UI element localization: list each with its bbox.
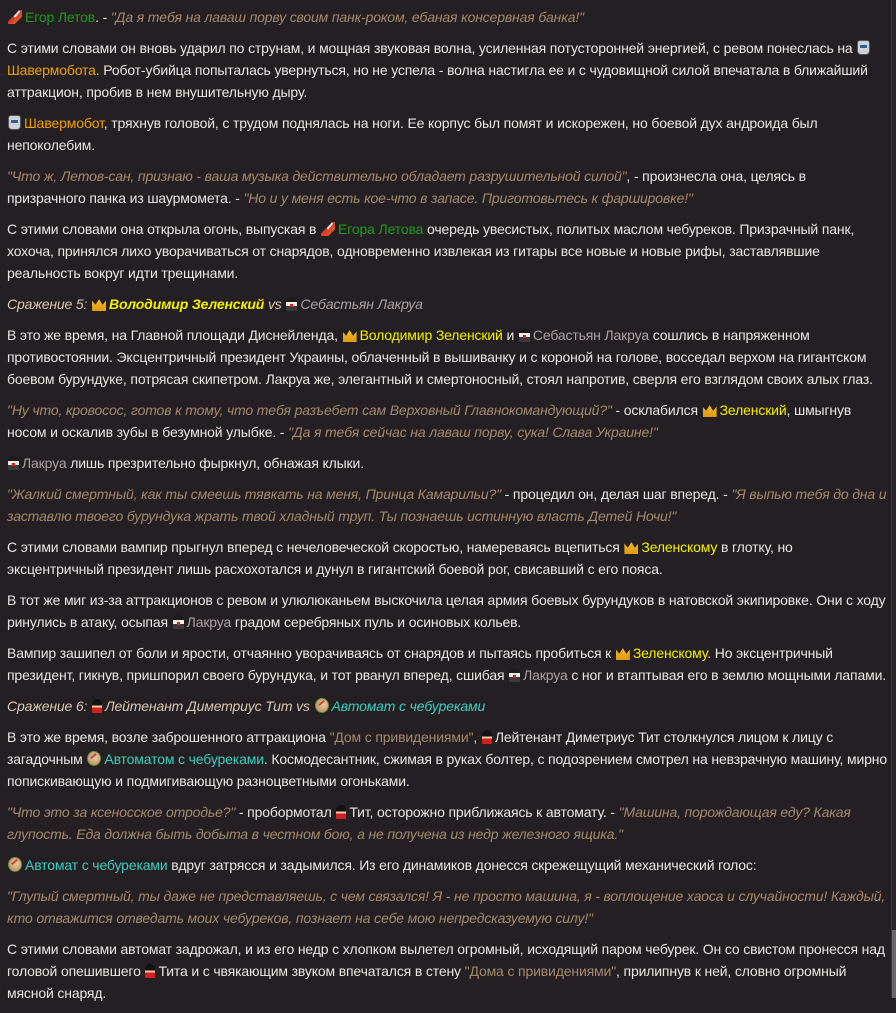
text: ,: [473, 729, 481, 745]
text: в глотку, но эксцентричный президент лишь расхохотался и дунул в гигантский боевой рог, свисавший с его пояса.: [7, 539, 793, 577]
character-name-zelensky: Зеленскому: [632, 645, 708, 661]
battle-heading-text: vs: [292, 698, 314, 714]
paragraph: [7, 801, 887, 845]
character-name-zelensky: Володимир Зеленский: [359, 327, 503, 343]
paragraph: [7, 726, 887, 792]
paragraph: [7, 483, 887, 527]
text: С этими словами она открыла огонь, выпуская в: [7, 221, 321, 237]
quote: "Жалкий смертный, как ты смеешь тявкать на меня, Принца Камарильи?": [7, 486, 501, 502]
story-document: [7, 6, 887, 1013]
guard-icon: [482, 730, 492, 744]
vampire-icon: [173, 615, 184, 629]
paragraph: [7, 399, 887, 443]
paragraph: [7, 885, 887, 929]
paragraph: [7, 854, 887, 876]
character-name-shavermobot: Шавермобот: [24, 115, 104, 131]
text: очередь увесистых, политых маслом чебуреков. Призрачный панк, хохоча, принялся лихо уворачиваться от снарядов, одновременно извлекая из гитары все новые и новые рифы, заставлявшие реальность вокруг идти трещинами.: [7, 221, 855, 281]
character-name-shavermobot: Шавермобота: [7, 62, 96, 78]
character-name-automat: Автоматом с чебуреками: [104, 751, 264, 767]
battle-heading: [7, 695, 887, 717]
vampire-icon: [509, 668, 520, 682]
vampire-icon: [519, 328, 530, 342]
paragraph: [7, 218, 887, 284]
text: С этими словами автомат задрожал, и из его недр с хлопком вылетел огромный, исходящий паром чебурек. Он со свистом пронесся над головой опешившего: [7, 941, 885, 979]
battle-heading-name: Себастьян Лакруа: [300, 296, 423, 312]
text: . Но эксцентричный президент, гикнув, пришпорил своего бурундука, и тот рванул вперед, сшибая: [7, 645, 833, 683]
guard-icon: [145, 964, 155, 978]
character-name-automat: Автомат с чебуреками: [25, 857, 168, 873]
paragraph: [7, 452, 887, 474]
text: лишь презрительно фыркнул, обнажая клыки.: [66, 455, 364, 471]
guitar-icon: [321, 222, 335, 236]
crown-icon: [703, 403, 717, 417]
vampire-icon: [286, 297, 297, 311]
robot-icon: [857, 40, 870, 55]
text: и: [502, 327, 518, 343]
battle-heading: [7, 293, 887, 315]
text: - процедил он, делая шаг вперед. -: [500, 486, 732, 502]
quote: "Я выпью тебя до дна и заставлю твоего бурундука жрать твой хладный труп. Ты познаешь истинную власть Детей Ночи!": [7, 486, 887, 524]
guard-icon: [336, 805, 346, 819]
quote: "Что ж, Летов-сан, признаю - ваша музыка действительно обладает разрушительной силой": [7, 168, 627, 184]
paragraph: [7, 37, 887, 103]
vampire-icon: [8, 456, 19, 470]
quote: "Да я тебя на лаваш порву своим панк-роком, ебаная консервная банка!": [110, 9, 584, 25]
text: Тит, осторожно приближаясь к автомату. -: [349, 804, 619, 820]
quote: "Машина, порождающая еду? Какая глупость. Еда должна быть добыта в честном бою, а не получена из недр железного ящика.": [7, 804, 851, 842]
text: Лейтенант Диметриус Тит столкнулся лицом к лицу с загадочным: [7, 729, 834, 767]
paragraph: [7, 165, 887, 209]
text: , прилипнув к ней, словно огромный мясной снаряд.: [7, 963, 847, 1001]
cheburek-icon: [87, 751, 101, 766]
battle-heading-text: Лейтенант Диметриус Тит: [105, 698, 293, 714]
battle-heading-text: Сражение 6:: [7, 698, 92, 714]
text: Вампир зашипел от боли и ярости, отчаянно уворачиваясь от снарядов и пытаясь пробиться к: [7, 645, 615, 661]
text: . Космодесантник, сжимая в руках болтер, с подозрением смотрел на невзрачную машину, мирно попискивающую и подмигивающую разноцветными огоньками.: [7, 751, 887, 789]
character-name-lacroix: Себастьян Лакруа: [532, 327, 649, 343]
paragraph: [7, 938, 887, 1004]
text: , - произнесла она, целясь в призрачного панка из шаурмомета. -: [7, 168, 806, 206]
text: . Робот-убийца попыталась увернуться, но не успела - волна настигла ее и с чудовищной силой впечатала в ближайший аттракцион, пробив в нем внушительную дыру.: [7, 62, 868, 100]
text: сошлись в напряженном противостоянии. Эксцентричный президент Украины, облаченный в вышиванку и с короной на голове, восседал верхом на гигантском боевом бурундуке, потрясая скипетром. Лакруа же, элегантный и смертоносный, стоял напротив, сверля его взглядом своих алых глаз.: [7, 327, 873, 387]
text: В это же время, возле заброшенного аттракциона: [7, 729, 330, 745]
text: В тот же миг из-за аттракционов с ревом и улюлюканьем выскочила целая армия боевых бурундуков в натовской экипировке. Они с ходу ринулись в атаку, осыпая: [7, 592, 886, 630]
character-name-zelensky: Зеленский: [719, 402, 787, 418]
battle-heading-text: vs: [264, 296, 286, 312]
guard-icon: [92, 699, 102, 713]
text: С этими словами вампир прыгнул вперед с нечеловеческой скоростью, намереваясь вцепиться: [7, 539, 624, 555]
quote: "Глупый смертный, ты даже не представляешь, с чем связался! Я - не просто машина, я - воплощение хаоса и случайности! Каждый, кто отважится отведать моих чебуреков, познает на себе мою непредсказуемую силу!": [7, 888, 886, 926]
battle-heading-text: Сражение 5:: [7, 296, 92, 312]
character-name-lacroix: Лакруа: [22, 455, 67, 471]
crown-icon: [343, 328, 357, 342]
paragraph: [7, 6, 887, 28]
crown-icon: [624, 540, 638, 554]
place-name: "Дома с привидениями": [464, 963, 617, 979]
cheburek-icon: [8, 857, 22, 872]
scrollbar[interactable]: [891, 0, 896, 998]
text: , тряхнув головой, с трудом поднялась на ноги. Ее корпус был помят и искорежен, но боевой дух андроида был непоколебим.: [7, 115, 818, 153]
character-name-letov: Егор Летов: [25, 9, 96, 25]
text: - осклабился: [611, 402, 702, 418]
quote: "Что это за ксеносское отродье?": [7, 804, 236, 820]
character-name-letov: Егора Летова: [338, 221, 424, 237]
character-name-lacroix: Лакруа: [523, 667, 568, 683]
text: - пробормотал: [235, 804, 336, 820]
text: с ног и втаптывая его в землю мощными лапами.: [567, 667, 886, 683]
text: Тита и с чвякающим звуком впечатался в стену: [158, 963, 465, 979]
crown-icon: [92, 297, 106, 311]
crown-icon: [616, 646, 630, 660]
paragraph: [7, 642, 887, 686]
paragraph: [7, 324, 887, 390]
paragraph: [7, 589, 887, 633]
place-name: "Дом с привидениями": [329, 729, 474, 745]
quote: "Но и у меня есть кое-что в запасе. Приготовьтесь к фаршировке!": [243, 190, 693, 206]
text: . -: [95, 9, 111, 25]
text: градом серебряных пуль и осиновых кольев.: [231, 614, 522, 630]
character-name-lacroix: Лакруа: [186, 614, 232, 630]
quote: "Ну что, кровосос, готов к тому, что тебя разъебет сам Верховный Главнокомандующий?": [7, 402, 612, 418]
text: вдруг затрясся и задымился. Из его динамиков донесся скрежещущий механический голос:: [167, 857, 757, 873]
paragraph: [7, 112, 887, 156]
cheburek-icon: [315, 698, 329, 713]
scrollbar-thumb[interactable]: [892, 930, 896, 998]
guitar-icon: [8, 10, 22, 24]
robot-icon: [8, 115, 21, 130]
paragraph: [7, 536, 887, 580]
battle-heading-name: Володимир Зеленский: [109, 296, 265, 312]
text: С этими словами он вновь ударил по струнам, и мощная звуковая волна, усиленная потусторонней энергией, с ревом понеслась на: [7, 40, 857, 56]
text: , шмыгнув носом и оскалив зубы в безумной улыбке. -: [7, 402, 852, 440]
character-name-zelensky: Зеленскому: [641, 539, 718, 555]
text: В это же время, на Главной площади Диснейленда,: [7, 327, 342, 343]
quote: "Да я тебя сейчас на лаваш порву, сука! Слава Украине!": [288, 424, 658, 440]
battle-heading-name: Автомат с чебуреками: [331, 698, 486, 714]
